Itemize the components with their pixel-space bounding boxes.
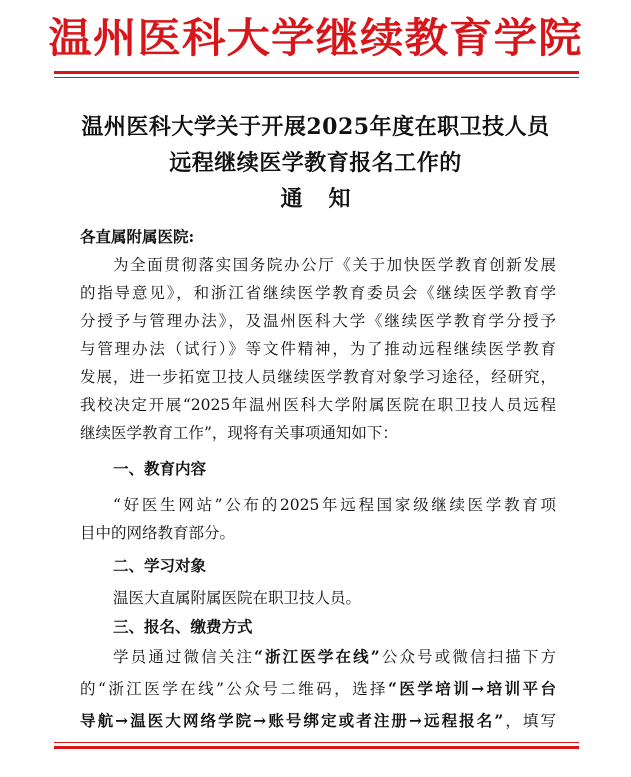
footer-rule-thick — [54, 746, 579, 749]
header-rule-thin — [54, 77, 579, 78]
section-body-line — [80, 710, 556, 732]
intro-line: 为全面贯彻落实国务院办公厅《关于加快医学教育创新发展 — [113, 256, 556, 274]
section-heading-registration: 三、报名、缴费方式 — [113, 618, 253, 636]
section-body-line: 温医大直属附属医院在职卫技人员。 — [113, 589, 362, 607]
section-body-line: “好医生网站”公布的2025年远程国家级继续医学教育项 — [113, 496, 556, 514]
intro-line: 与管理办法（试行）》等文件精神，为了推动远程继续医学教育 — [80, 340, 556, 358]
document-title-line-3: 通知 — [280, 186, 377, 212]
section-heading-content: 一、教育内容 — [113, 460, 207, 478]
intro-line: 继续医学教育工作”，现将有关事项通知如下： — [80, 424, 398, 442]
intro-line: 我校决定开展“2025年温州医科大学附属医院在职卫技人员远程 — [80, 396, 556, 414]
registration-text: 学员通过微信关注 — [113, 648, 255, 666]
section-heading-audience: 二、学习对象 — [113, 557, 207, 575]
section-body-line — [80, 678, 556, 700]
intro-line: 的指导意见》，和浙江省继续医学教育委员会《继续医学教育学 — [80, 284, 556, 302]
masthead-org-name: 温州医科大学继续教育学院 — [48, 14, 583, 62]
registration-text: 公众号或微信扫描下方 — [379, 648, 556, 666]
registration-text: ，填写 — [503, 712, 556, 730]
registration-emphasis: “医学培训→培训平台 — [388, 679, 556, 698]
registration-emphasis: 导航→温医大网络学院→账号绑定或者注册→远程报名” — [80, 711, 504, 730]
section-body-line: 目中的网络教育部分。 — [80, 524, 236, 542]
document-title-line-1: 温州医科大学关于开展2025年度在职卫技人员 — [81, 114, 550, 140]
registration-text: 的“浙江医学在线”公众号二维码，选择 — [80, 680, 389, 698]
intro-line: 分授予与管理办法》，及温州医科大学《继续医学教育学分授予 — [80, 312, 556, 330]
footer-rule-thin — [54, 742, 579, 743]
document-title-line-2: 远程继续医学教育报名工作的 — [169, 150, 462, 176]
registration-emphasis: “浙江医学在线” — [254, 647, 380, 666]
section-body-line — [113, 646, 556, 668]
salutation: 各直属附属医院: — [80, 227, 195, 246]
header-rule-thick — [54, 71, 579, 74]
intro-line: 发展，进一步拓宽卫技人员继续医学教育对象学习途径，经研究， — [80, 368, 556, 386]
